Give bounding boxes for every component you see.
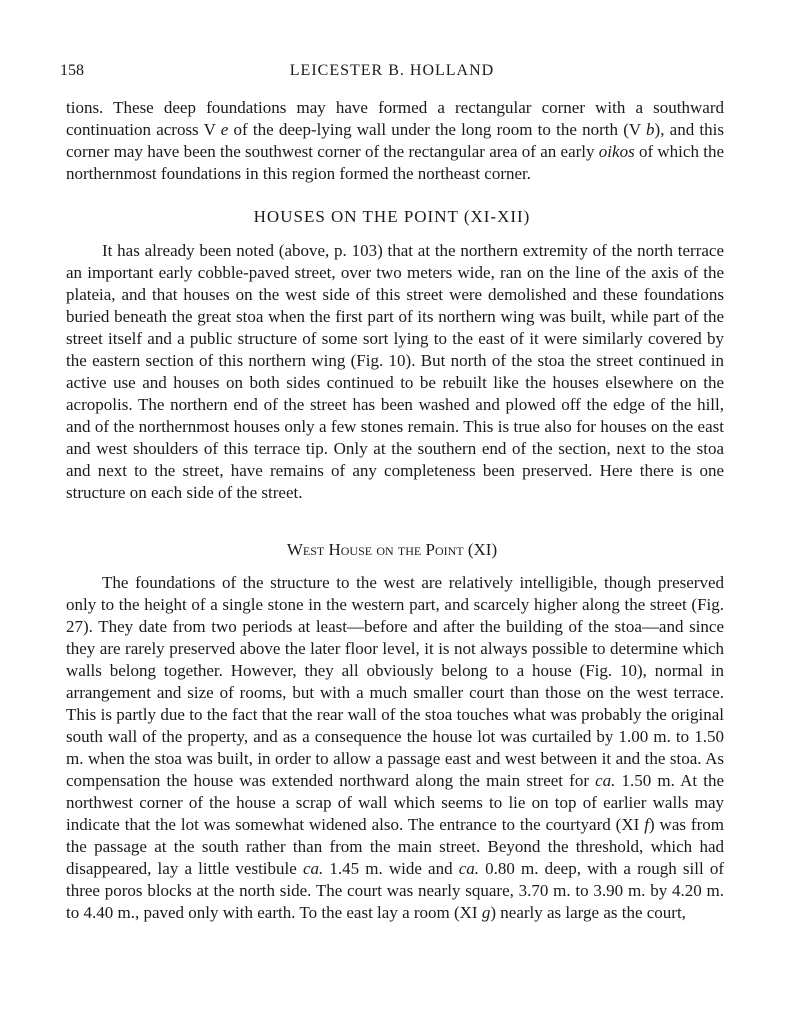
section-heading-houses-on-the-point: HOUSES ON THE POINT (XI-XII) bbox=[253, 207, 531, 226]
page-number: 158 bbox=[60, 62, 84, 79]
page-header bbox=[60, 62, 724, 84]
paragraph-west-house: The foundations of the structure to the west are relatively intelligible, though preserved only to the height of a single stone in the western part, and scarcely higher along the street (Fig. 27). They date from two periods at least—before and after the building of the stoa—and since they are rarely preserved above the later floor level, it is not always possible to determine which walls belong together. However, they all obviously belong to a house (Fig. 10), normal in arrangement and size of rooms, but with a much smaller court than those on the west terrace. This is partly due to the fact that the rear wall of the stoa touches what was probably the original south wall of the property, and as a consequence the house lot was curtailed by 1.00 m. to 1.50 m. when the stoa was built, in order to allow a passage east and west between it and the stoa. As compensation the house was extended northward along the main street for ca. 1.50 m. At the northwest corner of the house a scrap of wall which seems to lie on top of earlier walls may indicate that the lot was somewhat widened also. The entrance to the courtyard (XI f) was from the passage at the south rather than from the main street. Beyond the threshold, which had disappeared, lay a little vestibule ca. 1.45 m. wide and ca. 0.80 m. deep, with a rough sill of three poros blocks at the north side. The court was nearly square, 3.70 m. to 3.90 m. by 4.20 m. to 4.40 m., paved only with earth. To the east lay a room (XI g) nearly as large as the court, bbox=[66, 573, 724, 922]
paragraph-street-description: It has already been noted (above, p. 103) that at the northern extremity of the north terrace an important early cobble-paved street, over two meters wide, ran on the line of the axis of the plateia, and that houses on the west side of this street were demolished and these foundations buried beneath the great stoa when the first part of its northern wing was built, while part of the street itself and a public structure of some sort lying to the east of it were similarly covered by the eastern section of this northern wing (Fig. 10). But north of the stoa the street continued in active use and houses on both sides continued to be rebuilt like the houses elsewhere on the acropolis. The northern end of the street has been washed and plowed off the edge of the hill, and of the northernmost houses only a few stones remain. This is true also for houses on the east and west shoulders of this terrace tip. Only at the southern end of the section, next to the stoa and next to the street, have remains of any completeness been preserved. Here there is one structure on each side of the street. bbox=[66, 241, 724, 502]
paragraph-continued: tions. These deep foundations may have formed a rectangular corner with a southward continuation across V e of the deep-lying wall under the long room to the north (V b), and this corner may have been the southwest corner of the rectangular area of an early oikos of which the northernmost foundations in this region formed the northeast corner. bbox=[66, 98, 724, 183]
subsection-heading-west-house: West House on the Point (XI) bbox=[286, 540, 498, 559]
running-head: LEICESTER B. HOLLAND bbox=[289, 62, 495, 79]
